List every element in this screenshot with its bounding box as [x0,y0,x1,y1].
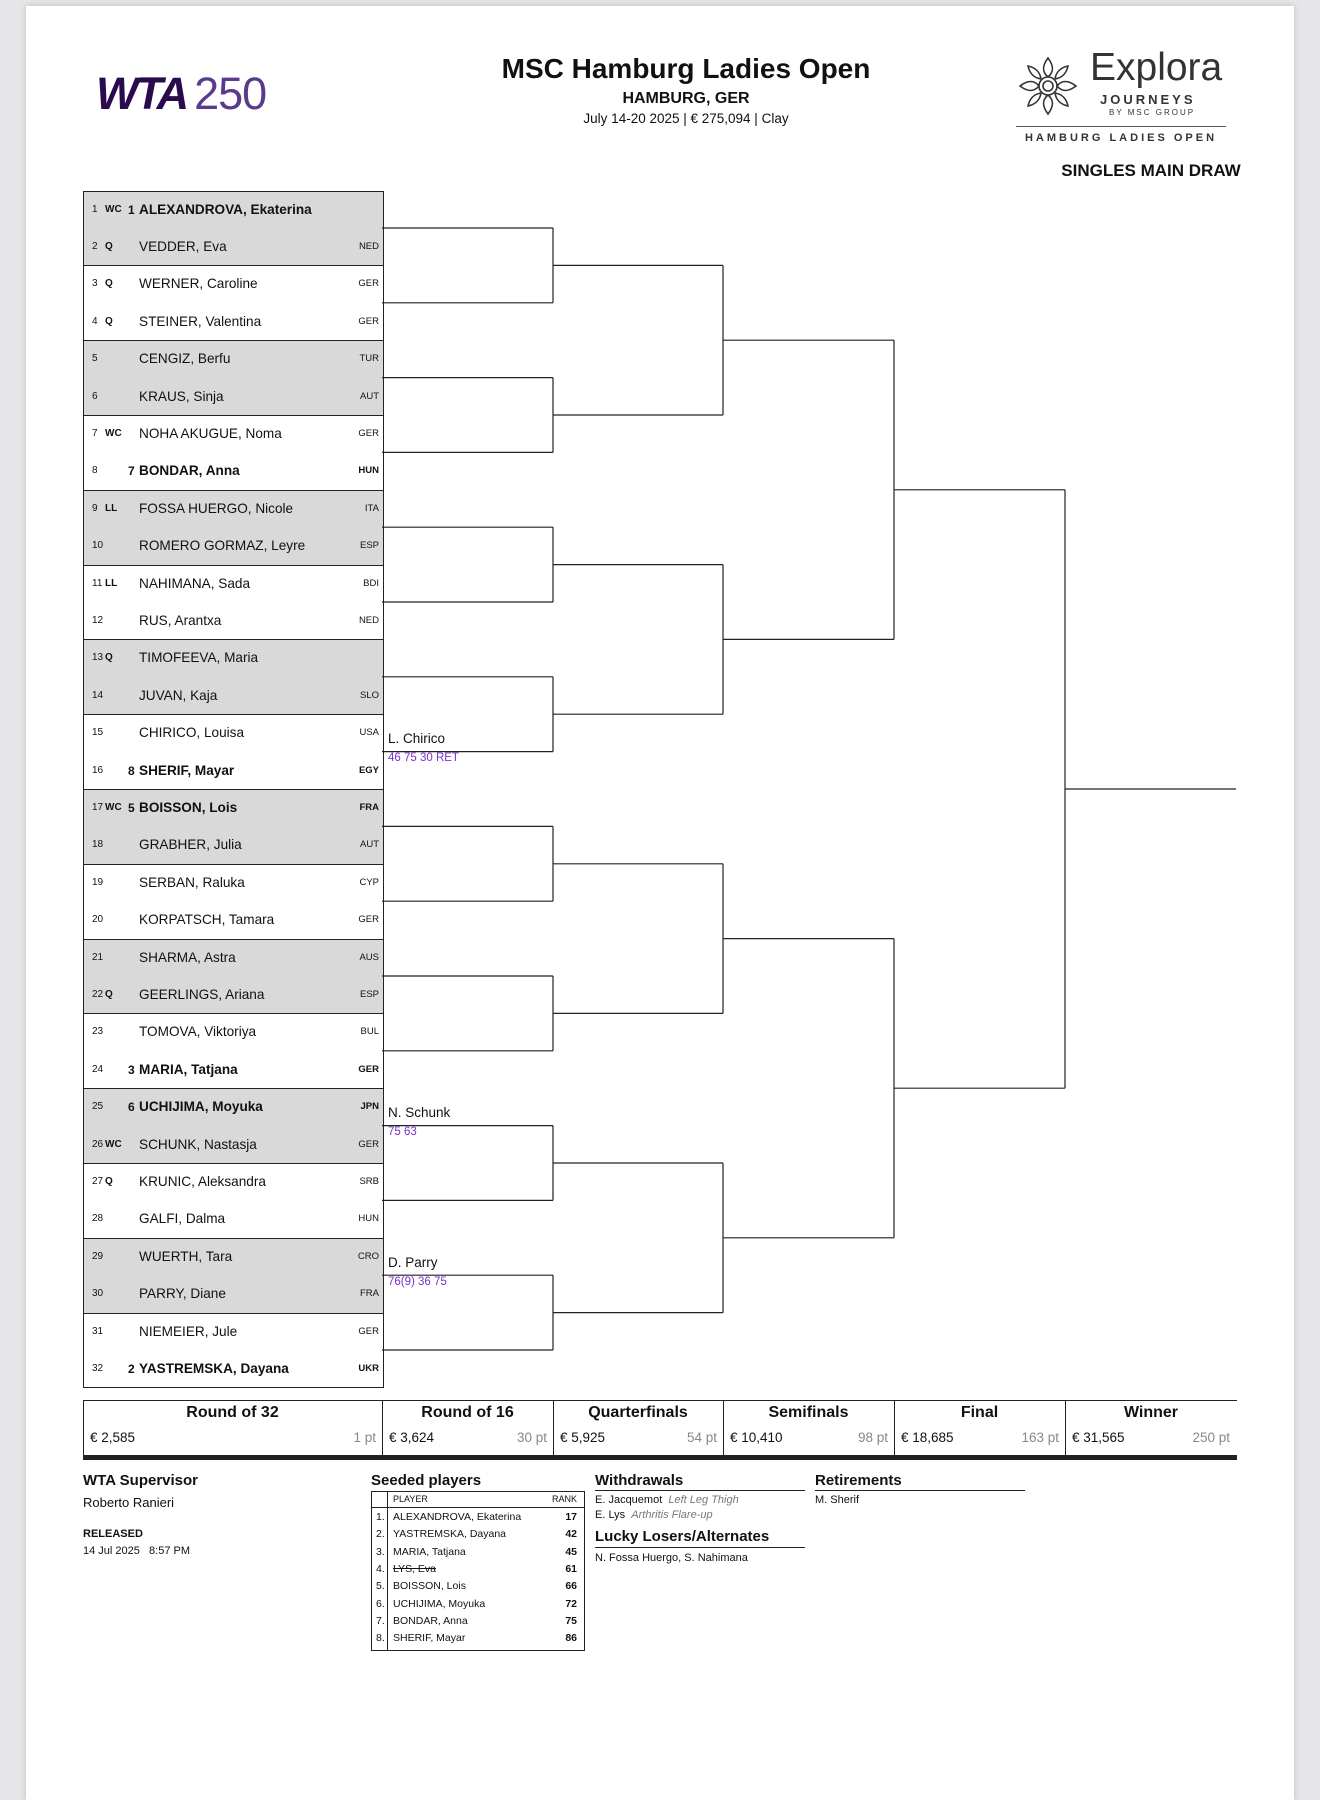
bracket-lines [26,6,1294,1406]
seeded-col-rank: RANK [551,1494,577,1504]
round-label: Semifinals [768,1404,849,1421]
seed-index: 1. [376,1511,385,1523]
r16-result-name: D. Parry [388,1255,438,1270]
draw-position: 30 [92,1288,104,1300]
seed-index: 3. [376,1545,385,1558]
seed-player: LYS, Eva [393,1562,436,1575]
draw-position: 26 [92,1138,104,1150]
player-country: HUN [358,1213,379,1225]
player-name: STEINER, Valentina [139,313,262,329]
draw-position: 6 [92,390,98,402]
round-prize: € 18,685 [901,1430,954,1445]
round-points: 1 pt [353,1430,376,1445]
entry-status: Q [105,1176,113,1187]
supervisor-title: WTA Supervisor [83,1472,199,1489]
player-name: FOSSA HUERGO, Nicole [139,500,294,516]
player-country: AUT [360,839,379,851]
player-country: SRB [359,1176,379,1187]
draw-position: 16 [92,764,104,776]
player-name: GRABHER, Julia [139,837,242,853]
seed-number: 8 [128,763,135,778]
entry-status: Q [105,241,113,252]
wta-250-logo: WTA 250 [96,68,267,119]
draw-position: 1 [92,203,98,215]
player-name: VEDDER, Eva [139,239,227,254]
draw-position: 11 [92,577,103,589]
draw-position: 23 [92,1026,104,1038]
round-label: Round of 32 [186,1404,279,1421]
player-name: BOISSON, Lois [139,800,238,815]
seed-number: 2 [128,1362,135,1376]
seed-player: YASTREMSKA, Dayana [393,1528,507,1541]
player-name: SCHUNK, Nastasja [139,1136,257,1152]
lucky-losers-title: Lucky Losers/Alternates [595,1528,770,1545]
draw-position: 15 [92,727,104,739]
seed-player: SHERIF, Mayar [393,1632,466,1645]
round-points: 98 pt [857,1430,888,1445]
draw-position: 20 [92,914,104,926]
draw-position: 9 [92,502,98,514]
seed-rank: 42 [565,1528,577,1541]
player-name: JUVAN, Kaja [139,687,218,703]
player-country: JPN [360,1101,379,1113]
released-label: RELEASED [83,1528,143,1540]
player-country: BDI [363,577,379,589]
seeded-col-player: PLAYER [393,1494,428,1504]
player-country: UKR [358,1363,379,1374]
player-name: MARIA, Tatjana [139,1061,238,1077]
draw-position: 12 [92,615,104,626]
seeded-players-table [371,1491,585,1651]
entry-status: WC [105,428,122,439]
seed-number: 3 [128,1062,135,1077]
seed-index: 5. [376,1580,385,1593]
player-name: SHERIF, Mayar [139,762,235,778]
round-label: Round of 16 [421,1404,514,1421]
round-prize: € 3,624 [389,1430,435,1445]
player-country: GER [358,428,379,439]
entry-status: LL [105,502,118,514]
draw-position: 4 [92,315,98,327]
draw-position: 13 [92,652,104,664]
player-name: NOHA AKUGUE, Noma [139,426,282,441]
player-country: AUT [360,390,379,402]
seed-rank: 61 [565,1562,577,1575]
round-points: 163 pt [1021,1430,1059,1445]
seeded-row [372,1561,584,1578]
player-country: FRA [360,1288,379,1300]
draw-position: 3 [92,278,98,290]
lucky-losers-list: N. Fossa Huergo, S. Nahimana [595,1552,748,1564]
r16-result-score: 46 75 30 RET [388,752,459,764]
player-name: CENGIZ, Berfu [139,351,231,367]
player-country: GER [358,315,379,327]
tournament-info: July 14-20 2025 | € 275,094 | Clay [583,111,789,126]
player-name: SHARMA, Astra [139,949,236,965]
player-country: FRA [359,802,379,813]
player-name: TIMOFEEVA, Maria [139,650,259,666]
draw-position: 19 [92,876,104,888]
seeded-title: Seeded players [371,1472,482,1489]
player-name: TOMOVA, Viktoriya [139,1024,257,1040]
seeded-row [372,1630,584,1647]
round-prize: € 10,410 [730,1430,783,1445]
seed-index: 6. [376,1597,385,1610]
seed-rank: 75 [565,1614,577,1627]
withdrawals-title: Withdrawals [595,1472,684,1489]
seeded-row [372,1578,584,1595]
player-name: PARRY, Diane [139,1286,226,1302]
tournament-title: MSC Hamburg Ladies Open [501,53,871,84]
draw-position: 32 [92,1363,104,1374]
seed-rank: 17 [565,1511,577,1523]
player-name: KRUNIC, Aleksandra [139,1174,266,1189]
player-country: HUN [358,465,379,477]
explora-sponsor-logo: Explora JOURNEYS BY MSC GROUP HAMBURG LADIES OPEN [1016,46,1256,156]
draw-position: 22 [92,989,104,1000]
seeded-row [372,1509,584,1526]
draw-position: 17 [92,802,104,813]
seed-player: BOISSON, Lois [393,1580,466,1593]
draw-position: 5 [92,353,98,365]
entry-status: LL [105,577,118,589]
draw-position: 2 [92,241,98,252]
seed-rank: 72 [565,1597,577,1610]
player-name: NIEMEIER, Jule [139,1323,238,1339]
seed-player: ALEXANDROVA, Ekaterina [393,1511,522,1523]
player-name: KRAUS, Sinja [139,388,224,404]
round-label: Final [960,1404,999,1421]
player-country: SLO [359,689,379,701]
player-country: ITA [364,502,379,514]
player-name: GEERLINGS, Ariana [139,987,265,1002]
seeded-row [372,1526,584,1543]
seed-number: 5 [128,801,135,815]
player-country: GER [358,1063,379,1075]
supervisor-name: Roberto Ranieri [83,1495,175,1510]
draw-position: 21 [92,951,104,963]
withdrawal-entry: E. Jacquemot Left Leg Thigh [595,1494,739,1506]
draw-position: 25 [92,1101,104,1113]
round-label: Winner [1123,1404,1179,1421]
player-name: BONDAR, Anna [139,463,240,479]
draw-position: 31 [92,1325,104,1337]
draw-position: 24 [92,1063,104,1075]
draw-position: 7 [92,428,98,439]
player-name: NAHIMANA, Sada [139,575,251,591]
entry-status: Q [105,652,113,664]
round-label: Quarterfinals [588,1404,688,1421]
round-prize: € 31,565 [1072,1430,1125,1445]
player-name: GALFI, Dalma [139,1211,226,1227]
draw-position: 14 [92,689,104,701]
retirements-title: Retirements [815,1472,902,1489]
player-country: BUL [360,1026,379,1038]
retirements-list: M. Sherif [815,1494,860,1506]
seeded-row [372,1544,584,1561]
player-country: GER [358,278,379,290]
seed-index: 4. [376,1562,385,1575]
player-country: CRO [357,1250,379,1262]
released-time: 14 Jul 2025 8:57 PM [83,1545,191,1557]
draw-type-label: SINGLES MAIN DRAW [1061,161,1241,180]
seed-rank: 45 [565,1545,577,1558]
draw-position: 10 [92,540,104,552]
seed-number: 7 [128,464,135,479]
player-name: SERBAN, Raluka [139,874,245,890]
seed-player: BONDAR, Anna [393,1614,468,1627]
round-prize: € 2,585 [90,1430,136,1445]
player-country: TUR [359,353,379,365]
player-country: NED [358,241,379,252]
player-name: KORPATSCH, Tamara [139,912,275,928]
seeded-row [372,1613,584,1630]
entry-status: Q [105,315,113,327]
player-country: CYP [359,876,379,888]
player-country: ESP [359,540,379,552]
entry-status: WC [105,802,122,813]
r16-result-name: L. Chirico [388,731,446,746]
r16-result-name: N. Schunk [388,1105,451,1120]
player-country: ESP [359,989,379,1000]
player-country: GER [358,1138,379,1150]
draw-position: 18 [92,839,104,851]
tournament-location: HAMBURG, GER [622,90,750,107]
player-name: YASTREMSKA, Dayana [139,1361,289,1376]
seed-number: 6 [128,1100,135,1115]
player-name: WERNER, Caroline [139,276,258,292]
r16-result-score: 76(9) 36 75 [388,1276,447,1288]
round-points: 250 pt [1192,1430,1230,1445]
draw-position: 8 [92,465,98,477]
entry-status: Q [105,989,113,1000]
player-country: AUS [359,951,379,963]
draw-position: 28 [92,1213,104,1225]
player-name: UCHIJIMA, Moyuka [139,1099,263,1115]
player-country: GER [358,1325,379,1337]
draw-position: 29 [92,1250,104,1262]
player-country: EGY [358,764,379,776]
draw-position: 27 [92,1176,104,1187]
entry-status: Q [105,278,113,290]
player-name: ALEXANDROVA, Ekaterina [139,201,312,217]
round-prize: € 5,925 [560,1430,606,1445]
seed-index: 2. [376,1528,385,1541]
seed-index: 8. [376,1632,385,1645]
seed-player: MARIA, Tatjana [393,1545,466,1558]
seeded-row [372,1596,584,1613]
seed-rank: 66 [565,1580,577,1593]
draw-sheet [26,6,1294,1800]
player-country: USA [359,727,379,739]
seed-index: 7. [376,1614,385,1627]
entry-status: WC [105,203,122,215]
player-country: GER [358,914,379,926]
round-points: 54 pt [686,1430,717,1445]
player-name: WUERTH, Tara [139,1248,233,1264]
round-points: 30 pt [516,1430,547,1445]
r16-result-score: 75 63 [388,1126,417,1138]
seed-number: 1 [128,202,135,217]
player-name: CHIRICO, Louisa [139,725,245,741]
seed-player: UCHIJIMA, Moyuka [393,1597,486,1610]
seed-rank: 86 [565,1632,577,1645]
player-name: RUS, Arantxa [139,613,222,628]
player-name: ROMERO GORMAZ, Leyre [139,538,306,554]
withdrawal-entry: E. Lys Arthritis Flare-up [595,1509,713,1521]
entry-status: WC [105,1138,122,1150]
player-country: NED [358,615,379,626]
